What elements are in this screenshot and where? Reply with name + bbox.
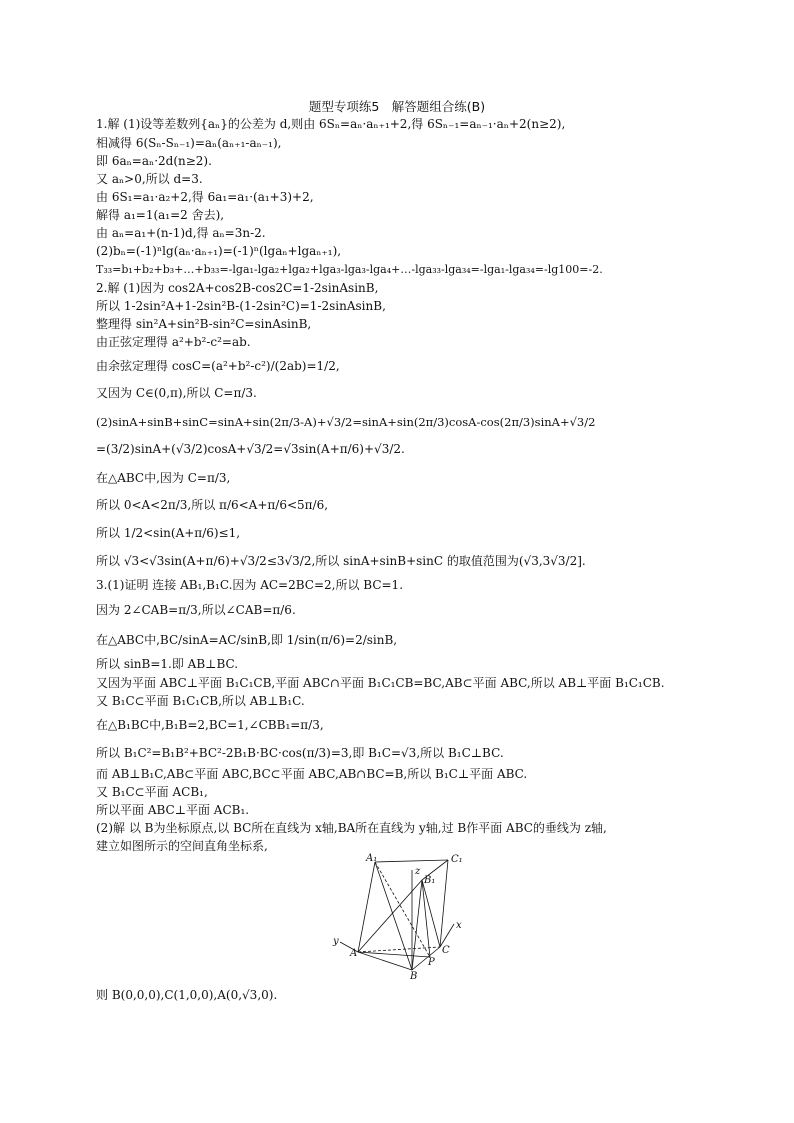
label-x: x <box>456 920 462 931</box>
text-line: 在△B₁BC中,B₁B=2,BC=1,∠CBB₁=π/3, <box>96 718 324 732</box>
text-line: 由余弦定理得 cosC=(a²+b²-c²)/(2ab)=1/2, <box>96 359 340 373</box>
text-line: 相减得 6(Sₙ-Sₙ₋₁)=aₙ(aₙ₊₁-aₙ₋₁), <box>96 136 282 150</box>
text-line: T₃₃=b₁+b₂+b₃+…+b₃₃=-lga₁-lga₂+lga₂+lga₃-lga₃-lga₄+…-lga₃₃-lga₃₄=-lga₁-lga₃₄=-lg100=-2. <box>96 263 603 276</box>
text-line: 由 aₙ=a₁+(n-1)d,得 aₙ=3n-2. <box>96 226 266 240</box>
text-line: 所以平面 ABC⊥平面 ACB₁. <box>96 803 250 817</box>
text-line: 3.(1)证明 连接 AB₁,B₁C.因为 AC=2BC=2,所以 BC=1. <box>96 578 404 592</box>
text-line: 所以 sinB=1.即 AB⊥BC. <box>96 657 239 671</box>
text-line: (2)bₙ=(-1)ⁿlg(aₙ·aₙ₊₁)=(-1)ⁿ(lgaₙ+lgaₙ₊₁), <box>96 244 342 258</box>
text-line: 2.解 (1)因为 cos2A+cos2B-cos2C=1-2sinAsinB, <box>96 281 379 295</box>
page-title: 题型专项练5 解答题组合练(B) <box>308 99 486 114</box>
label-y: y <box>333 936 339 947</box>
text-line: 又 aₙ>0,所以 d=3. <box>96 172 203 186</box>
label-p: P <box>428 957 435 968</box>
label-z: z <box>415 866 421 877</box>
label-b: B <box>410 971 418 980</box>
text-line: 所以 1/2<sin(A+π/6)≤1, <box>96 526 241 540</box>
label-a: A <box>350 948 358 959</box>
text-line: 整理得 sin²A+sin²B-sin²C=sinAsinB, <box>96 317 312 331</box>
text-line: 即 6aₙ=aₙ·2d(n≥2). <box>96 154 212 168</box>
label-a1: A₁ <box>366 853 378 864</box>
text-line: 所以 √3<√3sin(A+π/6)+√3/2≤3√3/2,所以 sinA+sinB+sinC 的取值范围为(√3,3√3/2]. <box>96 554 586 568</box>
text-line: 又 B₁C⊂平面 B₁C₁CB,所以 AB⊥B₁C. <box>96 694 305 708</box>
text-line: 所以 1-2sin²A+1-2sin²B-(1-2sin²C)=1-2sinAsinB, <box>96 299 386 313</box>
text-line: 建立如图所示的空间直角坐标系, <box>96 839 268 853</box>
text-line: =(3/2)sinA+(√3/2)cosA+√3/2=√3sin(A+π/6)+√3/2. <box>96 442 405 456</box>
text-line: 又因为平面 ABC⊥平面 B₁C₁CB,平面 ABC∩平面 B₁C₁CB=BC,AB⊂平面 ABC,所以 AB⊥平面 B₁C₁CB. <box>96 676 665 690</box>
text-line: 而 AB⊥B₁C,AB⊂平面 ABC,BC⊂平面 ABC,AB∩BC=B,所以 B₁C⊥平面 ABC. <box>96 767 528 781</box>
text-line: (2)解 以 B为坐标原点,以 BC所在直线为 x轴,BA所在直线为 y轴,过 B作平面 ABC的垂线为 z轴, <box>96 821 607 835</box>
text-line: 在△ABC中,BC/sinA=AC/sinB,即 1/sin(π/6)=2/sinB, <box>96 633 398 647</box>
label-b1: B₁ <box>424 875 436 886</box>
coordinate-figure <box>330 852 480 980</box>
text-line: 由 6S₁=a₁·a₂+2,得 6a₁=a₁·(a₁+3)+2, <box>96 190 314 204</box>
text-line: 在△ABC中,因为 C=π/3, <box>96 471 231 485</box>
text-line: 所以 B₁C²=B₁B²+BC²-2B₁B·BC·cos(π/3)=3,即 B₁C=√3,所以 B₁C⊥BC. <box>96 746 504 760</box>
label-c1: C₁ <box>451 854 463 865</box>
text-line: 因为 2∠CAB=π/3,所以∠CAB=π/6. <box>96 603 296 617</box>
label-c: C <box>442 945 450 956</box>
text-line: 所以 0<A<2π/3,所以 π/6<A+π/6<5π/6, <box>96 498 329 512</box>
text-line: 解得 a₁=1(a₁=2 舍去), <box>96 208 225 222</box>
text-line: 又因为 C∈(0,π),所以 C=π/3. <box>96 386 257 400</box>
text-line: 1.解 (1)设等差数列{aₙ}的公差为 d,则由 6Sₙ=aₙ·aₙ₊₁+2,得 6Sₙ₋₁=aₙ₋₁·aₙ+2(n≥2), <box>96 117 566 131</box>
text-line: 则 B(0,0,0),C(1,0,0),A(0,√3,0). <box>96 988 278 1002</box>
text-line: 由正弦定理得 a²+b²-c²=ab. <box>96 335 251 349</box>
text-line: 又 B₁C⊂平面 ACB₁, <box>96 785 208 799</box>
text-line: (2)sinA+sinB+sinC=sinA+sin(2π/3-A)+√3/2=sinA+sin(2π/3)cosA-cos(2π/3)sinA+√3/2 <box>96 415 596 429</box>
